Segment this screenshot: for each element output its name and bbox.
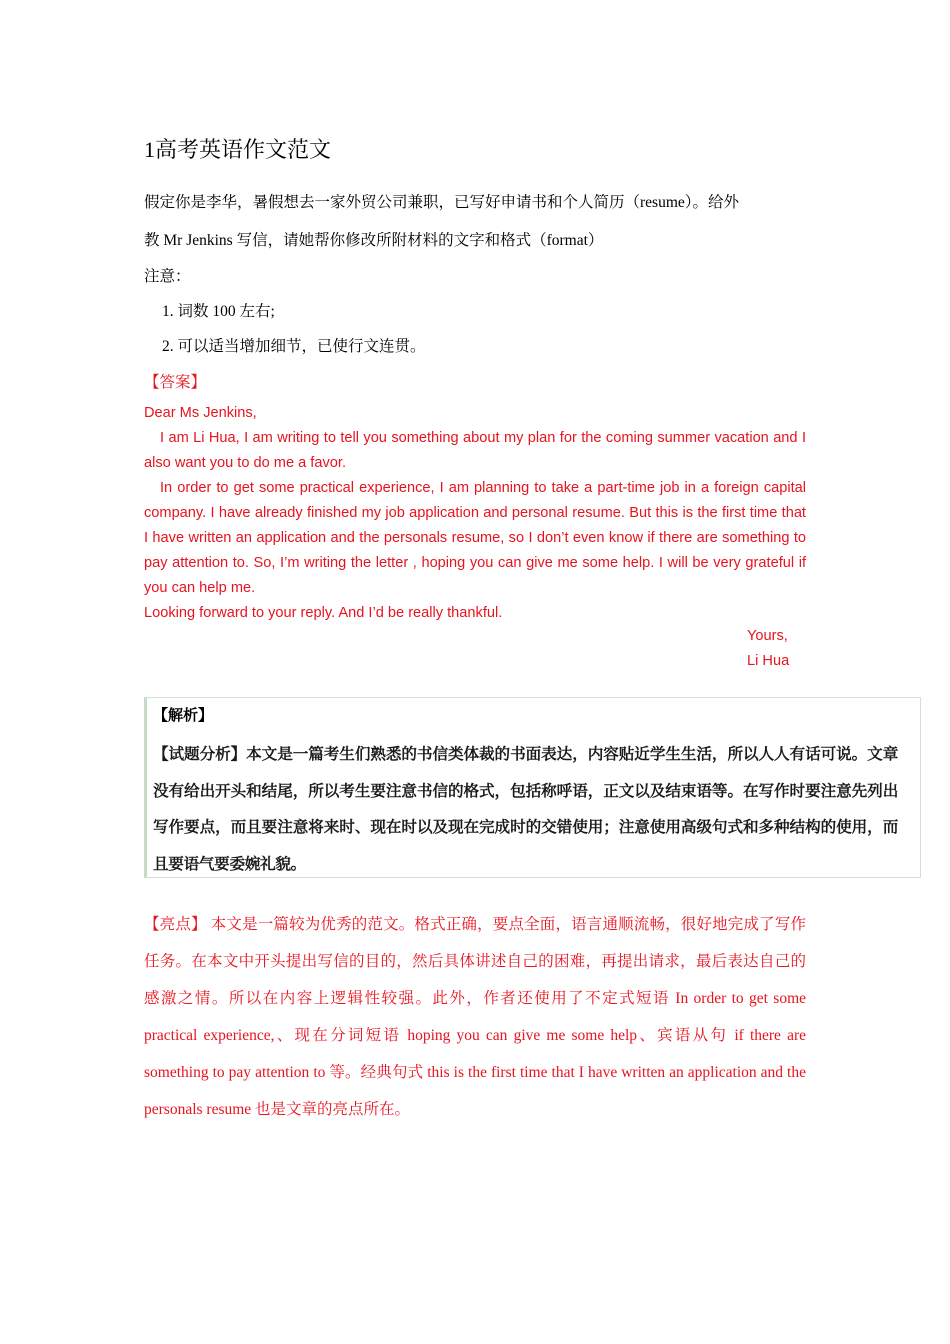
letter-paragraph-1: I am Li Hua, I am writing to tell you something about my plan for the coming summer vacation and I also want you to do me a favor. xyxy=(144,430,806,471)
prompt-line-2: 教 Mr Jenkins 写信，请她帮你修改所附材料的文字和格式（format） xyxy=(144,232,604,249)
analysis-box xyxy=(144,697,921,878)
sample-letter xyxy=(144,401,806,626)
page-title: 1高考英语作文范文 xyxy=(144,137,332,162)
note-item-1: 1. 词数 100 左右; xyxy=(162,303,275,320)
highlights-text: 本文是一篇较为优秀的范文。格式正确，要点全面，语言通顺流畅，很好地完成了写作任务。在本文中开头提出写信的目的，然后具体讲述自己的困难，再提出请求，最后表达自己的感激之情。所以在内容上逻辑性较强。此外，作者还使用了不定式短语 In order to get some practical experience,、现在分词短语 hoping you can give me some help、宾语从句 if there are something to pay attention to 等。经典句式 this is the first time that I have written an application and the personals resume 也是文章的亮点所在。 xyxy=(144,916,806,1118)
analysis-heading: 【解析】 xyxy=(153,706,214,724)
letter-closing-line: Looking forward to your reply. And I’d be really thankful. xyxy=(144,605,503,621)
letter-sign-off: Yours, xyxy=(747,628,788,644)
letter-greeting: Dear Ms Jenkins, xyxy=(144,405,257,421)
highlights-label: 【亮点】 xyxy=(144,916,207,933)
analysis-body: 【试题分析】本文是一篇考生们熟悉的书信类体裁的书面表达，内容贴近学生生活，所以人人有话可说。文章没有给出开头和结尾，所以考生要注意书信的格式，包括称呼语，正文以及结束语等。在写作时要注意先列出写作要点，而且要注意将来时、现在时以及现在完成时的交错使用；注意使用高级句式和多种结构的使用，而且要语气要委婉礼貌。 xyxy=(153,745,898,873)
letter-paragraph-2: In order to get some practical experience, I am planning to take a part-time job in a foreign capital company. I have already finished my job application and personal resume. But this is the first time that I have written an application and the personals resume, so I don’t even know if there are something to pay attention to. So, I’m writing the letter , hoping you can give me some help. I will be very grateful if you can help me. xyxy=(144,480,806,596)
note-label: 注意： xyxy=(144,268,191,285)
prompt-line-1: 假定你是李华，暑假想去一家外贸公司兼职，已写好申请书和个人简历（resume）。给外 xyxy=(144,194,740,211)
highlights-paragraph xyxy=(144,906,806,1128)
answer-label: 【答案】 xyxy=(144,374,207,391)
letter-signature: Li Hua xyxy=(747,653,790,669)
note-item-2: 2. 可以适当增加细节，已使行文连贯。 xyxy=(162,338,426,355)
